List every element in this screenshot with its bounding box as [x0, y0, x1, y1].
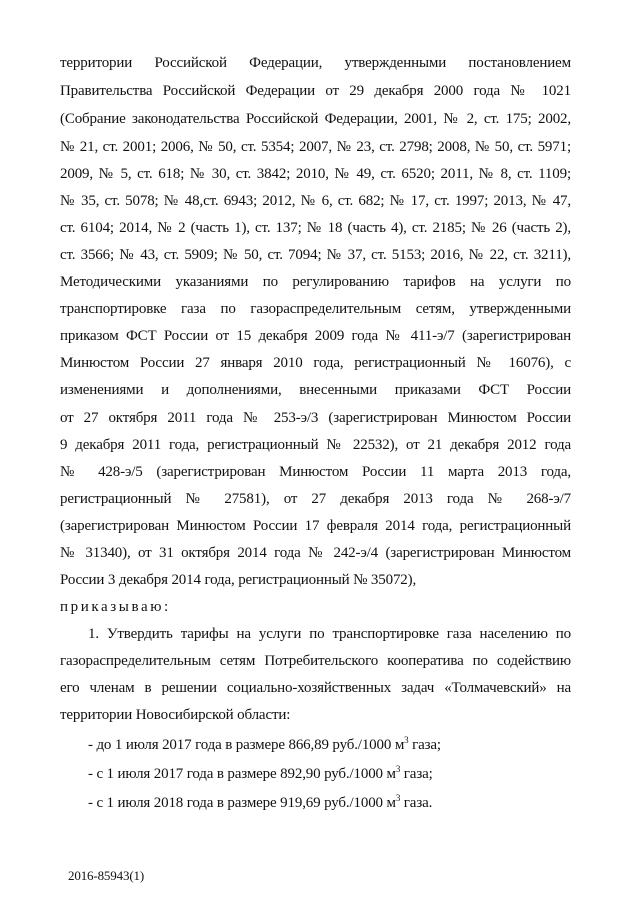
body-line: № 31340), от 31 октября 2014 года № 242-э/4 (зарегистрирован Минюстом	[60, 545, 571, 561]
body-line: 9 декабря 2011 года, регистрационный № 22532), от 21 декабря 2012 года	[60, 437, 571, 453]
body-line: № 35, ст. 5078; № 48,ст. 6943; 2012, № 6, ст. 682; № 17, ст. 1997; 2013, № 47,	[60, 193, 571, 209]
body-line: Методическими указаниями по регулированию тарифов на услуги по	[60, 274, 571, 290]
body-line: России 3 декабря 2014 года, регистрационный № 35072),	[60, 572, 417, 588]
body-line: № 428-э/5 (зарегистрирован Минюстом России 11 марта 2013 года,	[60, 464, 571, 480]
tariff-text: - до 1 июля 2017 года в размере 866,89 руб./1000 м	[88, 737, 405, 753]
item-1-line: 1. Утвердить тарифы на услуги по транспортировке газа населению по	[88, 626, 571, 642]
tariff-unit-exponent: 3	[404, 735, 409, 745]
tariff-unit-exponent: 3	[395, 764, 401, 774]
body-line: 2009, № 5, ст. 618; № 30, ст. 3842; 2010, № 49, ст. 6520; 2011, № 8, ст. 1109;	[60, 166, 571, 182]
body-line: (зарегистрирован Минюстом России 17 февраля 2014 года, регистрационный	[60, 518, 571, 534]
tariff-tail: газа;	[400, 766, 433, 782]
item-1-line: газораспределительным сетям Потребительского кооператива по содействию	[60, 653, 571, 669]
tariff-line	[88, 763, 599, 785]
item-1-line: территории Новосибирской области:	[60, 707, 291, 723]
body-line: транспортировке газа по газораспределительным сетям, утвержденными	[60, 301, 571, 317]
body-line: (Собрание законодательства Российской Федерации, 2001, № 2, ст. 175; 2002,	[60, 111, 571, 127]
footer-document-code: 2016-85943(1)	[68, 868, 145, 883]
tariff-line	[88, 792, 599, 814]
body-line: от 27 октября 2011 года № 253-э/3 (зарегистрирован Минюстом России	[60, 410, 571, 426]
tariff-tail: газа.	[400, 795, 433, 811]
body-line: регистрационный № 27581), от 27 декабря 2013 года № 268-э/7	[60, 491, 571, 507]
tariff-text: - с 1 июля 2017 года в размере 892,90 руб./1000 м	[88, 766, 396, 782]
body-line: изменениями и дополнениями, внесенными приказами ФСТ России	[60, 382, 571, 398]
body-line: ст. 6104; 2014, № 2 (часть 1), ст. 137; № 18 (часть 4), ст. 2185; № 26 (часть 2),	[60, 220, 571, 236]
tariff-line	[88, 734, 599, 756]
tariff-text: - с 1 июля 2018 года в размере 919,69 руб./1000 м	[88, 795, 396, 811]
tariff-unit-exponent: 3	[395, 793, 401, 803]
body-line: ст. 3566; № 43, ст. 5909; № 50, ст. 7094; № 37, ст. 5153; 2016, № 22, ст. 3211),	[60, 247, 571, 263]
item-1-line: его членам в решении социально-хозяйственных задач «Толмачевский» на	[60, 680, 571, 696]
tariff-tail: газа;	[408, 737, 441, 753]
body-line: территории Российской Федерации, утвержденными постановлением	[60, 55, 571, 71]
order-word: приказываю:	[60, 599, 171, 615]
body-line: Правительства Российской Федерации от 29 декабря 2000 года № 1021	[60, 83, 571, 99]
body-line: приказом ФСТ России от 15 декабря 2009 года № 411-э/7 (зарегистрирован	[60, 328, 571, 344]
body-line: № 21, ст. 2001; 2006, № 50, ст. 5354; 2007, № 23, ст. 2798; 2008, № 50, ст. 5971;	[60, 139, 571, 155]
body-line: Минюстом России 27 января 2010 года, регистрационный № 16076), с	[60, 355, 571, 371]
